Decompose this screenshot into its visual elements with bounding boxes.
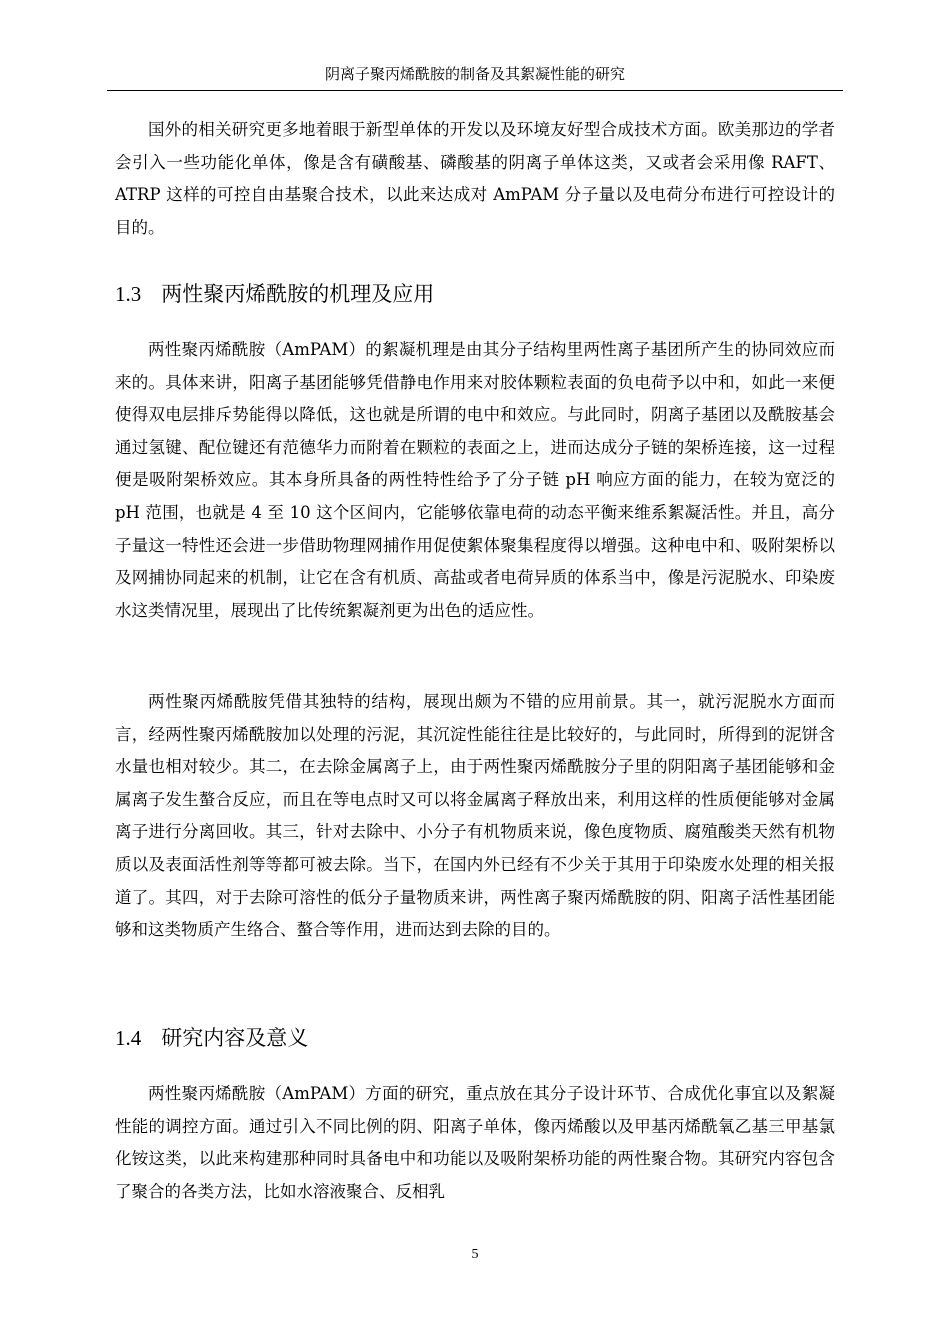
paragraph-applications: 两性聚丙烯酰胺凭借其独特的结构，展现出颇为不错的应用前景。其一，就污泥脱水方面而言，经两性聚丙烯酰胺加以处理的污泥，其沉淀性能往往是比较好的，与此同时，所得到的泥饼含水量也相对较少。其二，在去除金属离子上，由于两性聚丙烯酰胺分子里的阴阳离子基团能够和金属离子发生螯合反应，而且在等电点时又可以将金属离子释放出来，利用这样的性质便能够对金属离子进行分离回收。其三，针对去除中、小分子有机物质来说，像色度物质、腐殖酸类天然有机物质以及表面活性剂等等都可被去除。当下，在国内外已经有不少关于其用于印染废水处理的相关报道了。其四，对于去除可溶性的低分子量物质来讲，两性离子聚丙烯酰胺的阴、阳离子活性基团能够和这类物质产生络合、螯合等作用，进而达到去除的目的。 xyxy=(115,692,835,940)
section-title: 两性聚丙烯酰胺的机理及应用 xyxy=(161,282,435,306)
section-number: 1.4 xyxy=(115,1026,142,1050)
section-number: 1.3 xyxy=(115,282,142,306)
running-header-title: 阴离子聚丙烯酰胺的制备及其絮凝性能的研究 xyxy=(324,65,625,83)
section-heading-1-3 xyxy=(115,278,434,310)
section-heading-1-4 xyxy=(115,1022,308,1054)
running-header xyxy=(107,60,843,91)
paragraph-research-content: 两性聚丙烯酰胺（AmPAM）方面的研究，重点放在其分子设计环节、合成优化事宜以及絮凝性能的调控方面。通过引入不同比例的阴、阳离子单体，像丙烯酸以及甲基丙烯酰氧乙基三甲基氯化铵这类，以此来构建那种同时具备电中和功能以及吸附架桥功能的两性聚合物。其研究内容包含了聚合的各类方法，比如水溶液聚合、反相乳 xyxy=(115,1084,835,1201)
paragraph-foreign-research: 国外的相关研究更多地着眼于新型单体的开发以及环境友好型合成技术方面。欧美那边的学者会引入一些功能化单体，像是含有磺酸基、磷酸基的阴离子单体这类，又或者会采用像 RAFT、ATRP 这样的可控自由基聚合技术，以此来达成对 AmPAM 分子量以及电荷分布进行可控设计的目的。 xyxy=(115,120,835,237)
page-number: 5 xyxy=(471,1247,479,1262)
paragraph-mechanism: 两性聚丙烯酰胺（AmPAM）的絮凝机理是由其分子结构里两性离子基团所产生的协同效应而来的。具体来讲，阳离子基团能够凭借静电作用来对胶体颗粒表面的负电荷予以中和，如此一来便使得双电层排斥势能得以降低，这也就是所谓的电中和效应。与此同时，阴离子基团以及酰胺基会通过氢键、配位键还有范德华力而附着在颗粒的表面之上，进而达成分子链的架桥连接，这一过程便是吸附架桥效应。其本身所具备的两性特性给予了分子链 pH 响应方面的能力，在较为宽泛的 pH 范围，也就是 4 至 10 这个区间内，它能够依靠电荷的动态平衡来维系絮凝活性。并且，高分子量这一特性还会进一步借助物理网捕作用促使絮体聚集程度得以增强。这种电中和、吸附架桥以及网捕协同起来的机制，让它在含有机质、高盐或者电荷异质的体系当中，像是污泥脱水、印染废水这类情况里，展现出了比传统絮凝剂更为出色的适应性。 xyxy=(115,340,835,620)
section-title: 研究内容及意义 xyxy=(161,1026,309,1050)
